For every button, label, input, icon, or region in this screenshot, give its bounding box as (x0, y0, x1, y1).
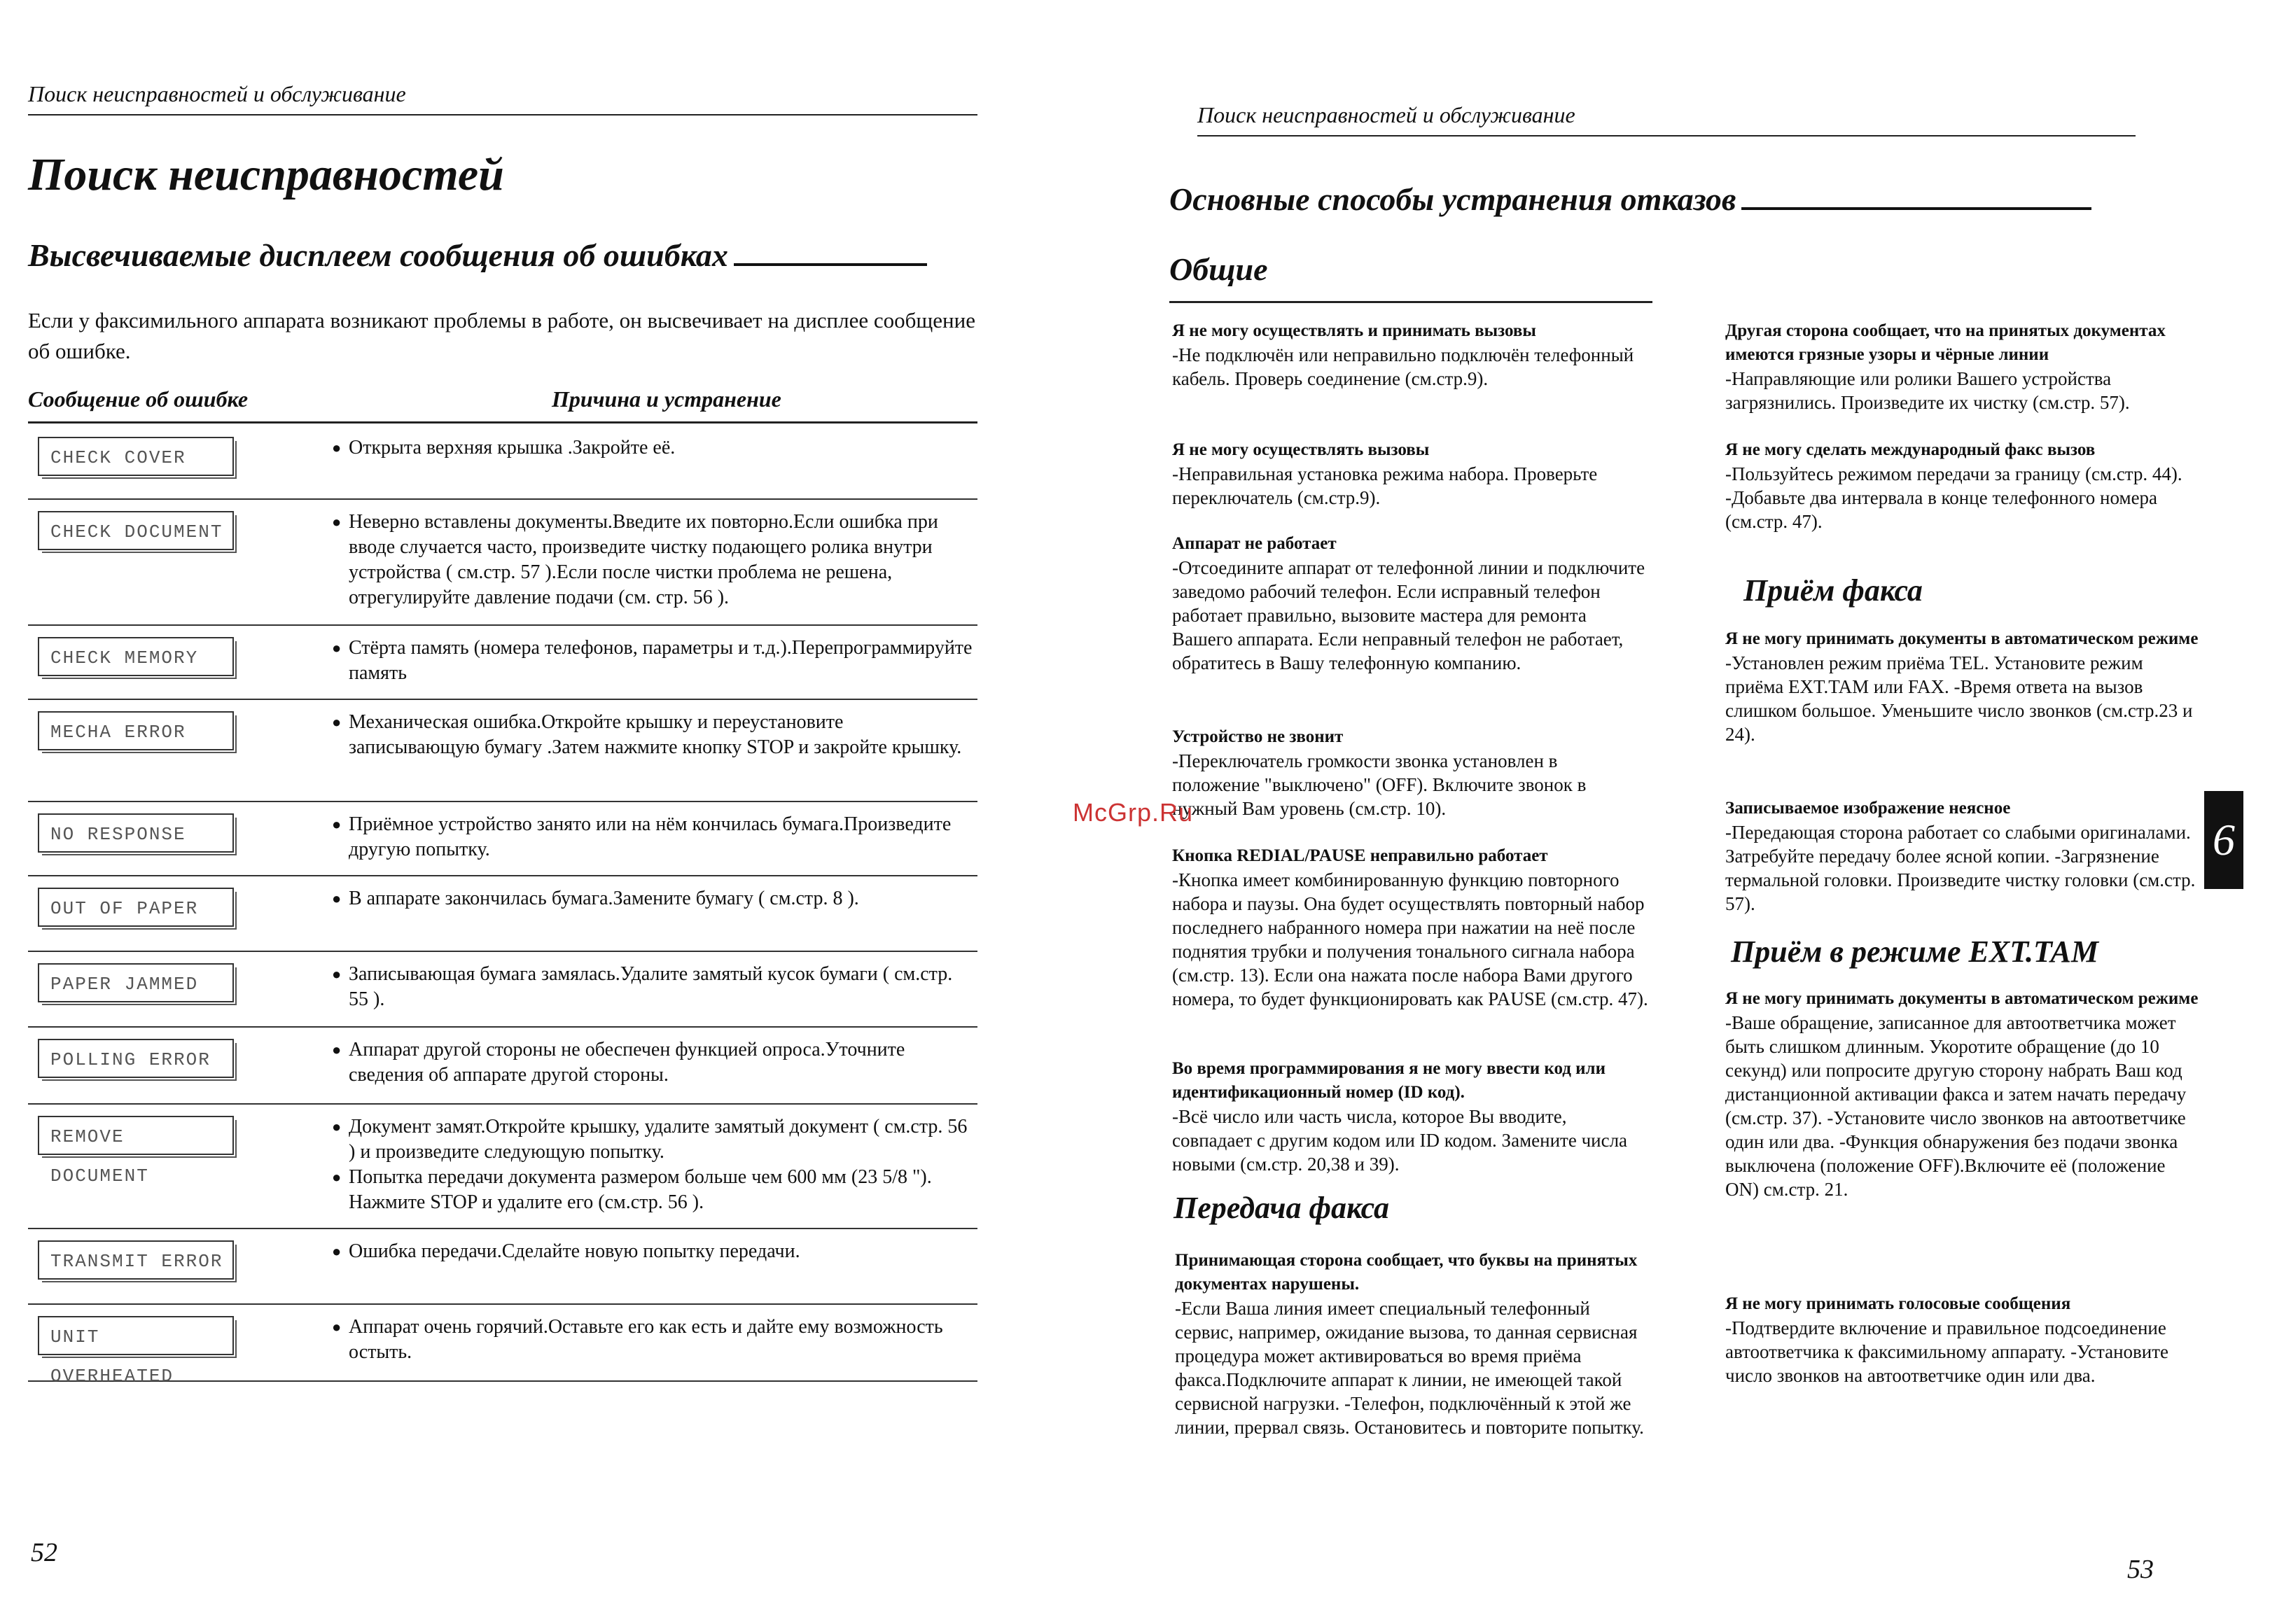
cause-item (332, 812, 976, 862)
error-code-display: OUT OF PAPER (38, 888, 234, 927)
left-page (0, 0, 1138, 1624)
error-cause (332, 710, 976, 760)
error-cause (332, 1315, 976, 1365)
page-title (1169, 181, 2091, 218)
section-transmit: Передача факса (1174, 1191, 1390, 1225)
table-row (28, 1026, 977, 1105)
table-row (28, 875, 977, 952)
cause-item (332, 886, 976, 911)
faq-question: Я не могу принимать документы в автоматическом режиме (1725, 629, 2199, 648)
faq-question: Я не могу принимать документы в автоматическом режиме (1725, 989, 2199, 1008)
cause-text: Попытка передачи документа размером больше чем 600 мм (23 5/8 "). Нажмите STOP и удалите его (см.стр. 56 ). (349, 1166, 932, 1213)
bullet-icon: ● (332, 1168, 342, 1186)
error-cause (332, 962, 976, 1012)
bullet-icon: ● (332, 890, 342, 907)
faq-entry (1175, 1249, 1651, 1439)
cause-text: Аппарат другой стороны не обеспечен функцией опроса.Уточните сведения об аппарате другой стороны. (349, 1039, 905, 1086)
faq-answer: -Пользуйтесь режимом передачи за границу (см.стр. 44). -Добавьте два интервала в конце телефонного номера (см.стр. 47). (1725, 463, 2182, 532)
intro-text: Если у факсимильного аппарата возникают проблемы в работе, он высвечивает на дисплее сообщение об ошибке. (28, 308, 975, 363)
error-code-display: TRANSMIT ERROR (38, 1240, 234, 1280)
faq-answer: -Переключатель громкости звонка установлен в положение "выключено" (OFF). Включите звонок в нужный Вам уровень (см.стр. 10). (1172, 750, 1587, 819)
error-code-display: POLLING ERROR (38, 1039, 234, 1078)
page-header: Поиск неисправностей и обслуживание (1197, 102, 2136, 136)
table-row (28, 699, 977, 802)
cause-item (332, 1037, 976, 1088)
table-row (28, 424, 977, 500)
faq-entry (1172, 438, 1648, 510)
faq-entry (1172, 532, 1648, 675)
bullet-icon: ● (332, 965, 342, 983)
bullet-icon: ● (332, 1118, 342, 1135)
error-code-display: NO RESPONSE (38, 813, 234, 853)
faq-answer: -Установлен режим приёма TEL. Установите режим приёма EXT.TAM или FAX. -Время ответа на вызов слишком большое. Уменьшите число звонков (см.стр.23 и 24). (1725, 652, 2193, 745)
table-row (28, 1228, 977, 1305)
faq-entry (1172, 1057, 1648, 1176)
faq-answer: -Направляющие или ролики Вашего устройства загрязнились. Произведите их чистку (см.стр. 57). (1725, 368, 2130, 413)
section-exttam: Приём в режиме EXT.TAM (1731, 934, 2098, 969)
faq-question: Во время программирования я не могу ввести код или идентификационный номер (ID код). (1172, 1059, 1606, 1102)
faq-answer: -Неправильная установка режима набора. Проверьте переключатель (см.стр.9). (1172, 463, 1598, 508)
cause-item (332, 510, 976, 610)
cause-text: Открыта верхняя крышка .Закройте её. (349, 437, 676, 458)
faq-answer: -Отсоедините аппарат от телефонной линии и подключите заведомо рабочий телефон. Если исправный телефон работает правильно, вызовите мастера для ремонта Вашего аппарата. Если неправный телефон не работает, обратитесь в Вашу телефонную компанию. (1172, 557, 1645, 673)
bullet-icon: ● (332, 713, 342, 731)
table-row (28, 498, 977, 626)
table-row (28, 624, 977, 700)
page-number: 52 (31, 1538, 57, 1567)
cause-text: Документ замят.Откройте крышку, удалите замятый документ ( см.стр. 56 ) и произведите следующую попытку. (349, 1116, 968, 1163)
error-cause (332, 1037, 976, 1088)
cause-text: Механическая ошибка.Откройте крышку и переустановите записывающую бумагу .Затем нажмите кнопку STOP и закройте крышку. (349, 711, 962, 758)
cause-text: Приёмное устройство занято или на нём кончилась бумага.Произведите другую попытку. (349, 813, 952, 860)
cause-item (332, 435, 976, 461)
section-receive: Приём факса (1743, 573, 1923, 608)
table-row (28, 1303, 977, 1387)
error-cause (332, 435, 976, 461)
error-code-display: CHECK COVER (38, 437, 234, 476)
error-code-display: MECHA ERROR (38, 711, 234, 750)
table-row (28, 801, 977, 876)
bullet-icon: ● (332, 816, 342, 833)
error-code-display: PAPER JAMMED (38, 963, 234, 1002)
bullet-icon: ● (332, 1242, 342, 1260)
faq-answer: -Подтвердите включение и правильное подсоединение автоответчика к факсимильному аппарату. -Установите число звонков на автоответчике один или два. (1725, 1317, 2169, 1386)
cause-text: Неверно вставлены документы.Введите их повторно.Если ошибка при вводе случается часто, произведите чистку подающего ролика внутри устройства ( см.стр. 57 ).Если после чистки проблема не решена, отрегулируйте давление подачи (см. стр. 56 ). (349, 511, 938, 608)
error-cause (332, 886, 976, 911)
section-title-text: Высвечиваемые дисплеем сообщения об ошибках (28, 237, 728, 273)
cause-item (332, 1114, 976, 1165)
right-page (1138, 0, 2277, 1624)
faq-entry (1725, 797, 2201, 916)
table-row (28, 951, 977, 1028)
faq-question: Записываемое изображение неясное (1725, 799, 2011, 818)
faq-entry (1725, 319, 2201, 414)
faq-entry (1172, 319, 1648, 391)
faq-question: Устройство не звонит (1172, 727, 1344, 746)
faq-answer: -Если Ваша линия имеет специальный телефонный сервис, например, ожидание вызова, то данная сервисная процедура может активироваться во время приёма факса.Подключите аппарат к линии, не имеющей такой сервисной нагрузки. -Телефон, подключённый к этой же линии, прервал связь. Остановитесь и повторите попытку. (1175, 1298, 1644, 1438)
error-code-display: REMOVE DOCUMENT (38, 1116, 234, 1155)
chapter-tab: 6 (2204, 791, 2243, 889)
error-code-display: CHECK MEMORY (38, 637, 234, 676)
cause-text: Стёрта память (номера телефонов, параметры и т.д.).Перепрограммируйте память (349, 637, 973, 684)
error-cause (332, 636, 976, 686)
faq-answer: -Кнопка имеет комбинированную функцию повторного набора и паузы. Она будет осуществлять повторный набор последнего набранного номера при нажатии на неё после поднятия трубки и получения тонального сигнала набора (см.стр. 13). Если она нажата после набора Вами другого номера, то будет функционировать как PAUSE (см.стр. 47). (1172, 869, 1648, 1009)
faq-entry (1725, 438, 2201, 533)
error-code-display: UNIT OVERHEATED (38, 1316, 234, 1355)
error-cause (332, 812, 976, 862)
faq-question: Аппарат не работает (1172, 534, 1337, 553)
cause-text: В аппарате закончилась бумага.Замените бумагу ( см.стр. 8 ). (349, 888, 859, 909)
table-header-line (28, 421, 977, 424)
faq-question: Я не могу сделать международный факс вызов (1725, 440, 2096, 459)
page-title: Поиск неисправностей (28, 149, 504, 200)
faq-question: Кнопка REDIAL/PAUSE неправильно работает (1172, 846, 1548, 865)
cause-text: Аппарат очень горячий.Оставьте его как есть и дайте ему возможность остыть. (349, 1316, 943, 1363)
page-header: Поиск неисправностей и обслуживание (28, 81, 977, 115)
title-rule (1741, 207, 2091, 210)
bullet-icon: ● (332, 639, 342, 657)
cause-item (332, 1165, 976, 1215)
page-title-text: Основные способы устранения отказов (1169, 181, 1736, 217)
faq-question: Я не могу принимать голосовые сообщения (1725, 1294, 2071, 1313)
cause-text: Записывающая бумага замялась.Удалите замятый кусок бумаги ( см.стр. 55 ). (349, 963, 953, 1010)
faq-answer: -Ваше обращение, записанное для автоответчика может быть слишком длинным. Укоротите обращение (до 10 секунд) или попросите другую сторону набрать Ваш код дистанционной активации факса и затем начать передачу (см.стр. 37). -Установите число звонков на автоответчике один или два. -Функция обнаружения без подачи звонка выключена (положение OFF).Включите её (положение ON) см.стр. 21. (1725, 1012, 2187, 1200)
faq-question: Я не могу осуществлять и принимать вызовы (1172, 321, 1536, 340)
section-title (28, 237, 927, 274)
error-cause (332, 510, 976, 610)
faq-entry (1725, 627, 2201, 746)
cause-item (332, 636, 976, 686)
faq-entry (1725, 1292, 2201, 1387)
page-number: 53 (2127, 1555, 2154, 1584)
column-header-message: Сообщение об ошибке (28, 386, 249, 412)
faq-answer: -Всё число или часть числа, которое Вы вводите, совпадает с другим кодом или ID кодом. Замените числа новыми (см.стр. 20,38 и 39). (1172, 1106, 1628, 1175)
cause-item (332, 1239, 976, 1264)
cause-item (332, 1315, 976, 1365)
section-general-rule (1169, 301, 1652, 303)
bullet-icon: ● (332, 513, 342, 531)
faq-entry (1172, 725, 1648, 820)
faq-entry (1725, 987, 2201, 1201)
faq-answer: -Не подключён или неправильно подключён телефонный кабель. Проверь соединение (см.стр.9). (1172, 344, 1634, 389)
error-cause (332, 1114, 976, 1215)
faq-answer: -Передающая сторона работает со слабыми оригиналами. Затребуйте передачу более ясной копии. -Загрязнение термальной головки. Произведите чистку головки (см.стр. 57). (1725, 822, 2196, 914)
table-row (28, 1103, 977, 1229)
faq-question: Я не могу осуществлять вызовы (1172, 440, 1430, 459)
section-general: Общие (1169, 251, 1268, 287)
bullet-icon: ● (332, 439, 342, 456)
column-header-cause: Причина и устранение (552, 386, 781, 412)
cause-item (332, 710, 976, 760)
faq-entry (1172, 844, 1648, 1011)
bullet-icon: ● (332, 1041, 342, 1058)
error-code-display: CHECK DOCUMENT (38, 511, 234, 550)
title-rule (734, 263, 927, 266)
faq-question: Принимающая сторона сообщает, что буквы на принятых документах нарушены. (1175, 1251, 1638, 1294)
error-cause (332, 1239, 976, 1264)
watermark: McGrp.Ru (1073, 798, 1194, 827)
cause-text: Ошибка передачи.Сделайте новую попытку передачи. (349, 1240, 800, 1262)
bullet-icon: ● (332, 1318, 342, 1336)
faq-question: Другая сторона сообщает, что на принятых документах имеются грязные узоры и чёрные линии (1725, 321, 2166, 364)
cause-item (332, 962, 976, 1012)
